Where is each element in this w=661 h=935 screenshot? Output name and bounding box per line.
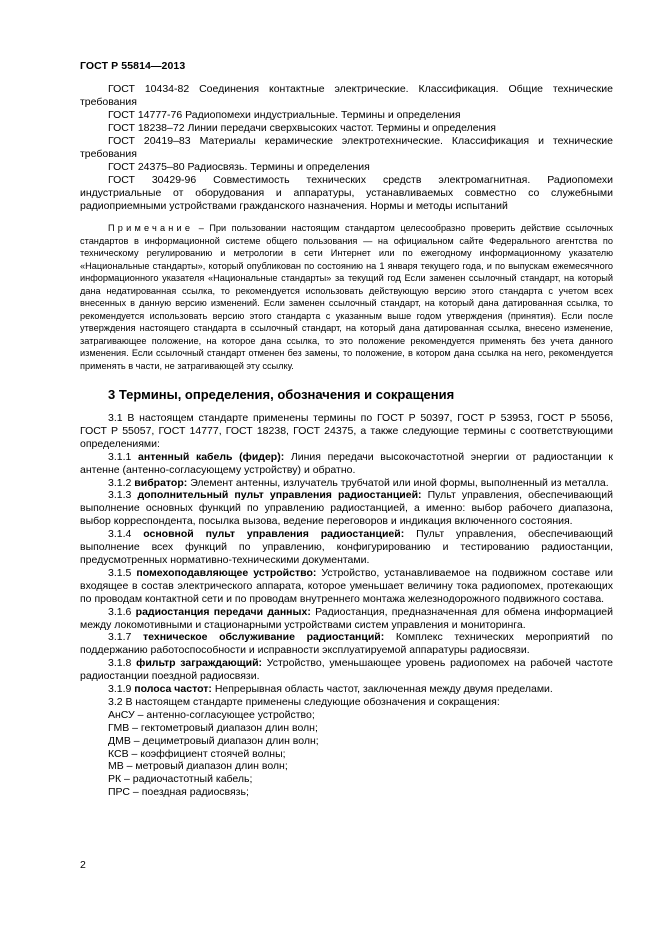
term-number: 3.1.6 [108,605,132,618]
term-definition: Элемент антенны, излучатель трубчатой или иной формы, выполненный из металла. [190,476,609,489]
abbreviation-item: ДМВ – дециметровый диапазон длин волн; [108,734,319,747]
abbreviations-intro: 3.2 В настоящем стандарте применены следующие обозначения и сокращения: [108,695,500,708]
terms-section [80,412,613,799]
page-number: 2 [80,859,86,871]
term-definition: Линия передачи высокочастотной энергии от радиостанции к антенне (антенно-согласующему устройству) и обратно. [80,450,613,476]
term-number: 3.1.4 [108,528,132,541]
reference-item: ГОСТ 30429-96 Совместимость технических средств электромагнитная. Радиопомехи индустриальные от оборудования и аппаратуры, устанавливаемых совместно со служебными радиоприемными устройствами гражданского назначения. Нормы и методы испытаний [80,174,613,212]
term-name: антенный кабель (фидер): [138,450,285,463]
abbreviation-item: АнСУ – антенно-согласующее устройство; [108,708,315,721]
term-entry [80,683,613,696]
term-number: 3.1.2 [108,476,132,489]
term-entry [80,477,613,490]
term-name: радиостанция передачи данных: [135,605,311,618]
term-name: техническое обслуживание радиостанций: [143,631,385,644]
abbreviation-item: ГМВ – гектометровый диапазон длин волн; [108,721,318,734]
term-name: дополнительный пульт управления радиостанцией: [137,489,422,502]
term-entry [80,489,613,528]
term-name: помехоподавляющее устройство: [136,566,317,579]
term-number: 3.1.8 [108,657,132,670]
term-name: вибратор: [134,476,188,489]
term-entry [80,528,613,567]
term-definition: Устройство, уменьшающее уровень радиопомех на рабочей частоте радиостанции поездной радиосвязи. [80,657,613,683]
reference-item: ГОСТ 10434-82 Соединения контактные электрические. Классификация. Общие технические требования [80,83,613,108]
note-label: Примечание [108,223,194,233]
term-number: 3.1.9 [108,683,132,696]
term-number: 3.1.1 [108,450,132,463]
reference-item: ГОСТ 24375–80 Радиосвязь. Термины и определения [108,161,370,173]
term-entry [80,567,613,606]
section-title: 3 Термины, определения, обозначения и сокращения [108,387,455,402]
abbreviation-item: МВ – метровый диапазон длин волн; [108,760,288,773]
reference-item: ГОСТ 14777-76 Радиопомехи индустриальные. Термины и определения [108,109,461,121]
terms-intro: 3.1 В настоящем стандарте применены термины по ГОСТ Р 50397, ГОСТ Р 53953, ГОСТ Р 55056, ГОСТ Р 55057, ГОСТ 14777, ГОСТ 18238, ГОСТ 24375, а также следующие термины с соответствующими определениями: [80,412,613,450]
term-name: фильтр заграждающий: [136,657,263,670]
abbreviation-item: ПРС – поездная радиосвязь; [108,786,249,799]
abbreviation-item: РК – радиочастотный кабель; [108,773,253,786]
page-body [80,83,613,799]
note-block [80,222,613,372]
term-definition: Пульт управления, обеспечивающий выполнение всех функций по управлению, конфигурированию и тестированию радиостанции, предусмотренных нормативно-техническими документами. [80,528,613,566]
term-name: основной пульт управления радиостанцией: [143,528,405,541]
term-definition: Устройство, устанавливаемое на подвижном составе или входящее в состав электрического аппарата, которое уменьшает величину тока радиопомех, протекающих по проводам контактной сети и по проводам внутреннего монтажа железнодорожного подвижного состава. [80,566,613,605]
term-number: 3.1.7 [108,631,132,644]
term-definition: Пульт управления, обеспечивающий выполнение основных функций по управлению радиостанцией, а именно: выбор рабочего диапазона, выбор корреспондента, посылка вызова, ведение переговоров и индикация включенного состояния. [80,489,613,528]
reference-item: ГОСТ 18238–72 Линии передачи сверхвысоких частот. Термины и определения [108,122,496,134]
term-definition: Радиостанция, предназначенная для обмена информацией между локомотивными и стационарными устройствами систем управления и мониторинга. [80,605,614,631]
term-number: 3.1.3 [108,489,132,502]
note-paragraph [80,222,613,372]
term-entry [80,606,613,632]
abbreviation-item: КСВ – коэффициент стоячей волны; [108,747,286,760]
term-name: полоса частот: [134,683,212,696]
standard-id-header: ГОСТ Р 55814—2013 [80,60,186,72]
term-definition: Комплекс технических мероприятий по поддержанию работоспособности и исправности эксплуатируемой аппаратуры радиосвязи. [80,631,614,657]
term-number: 3.1.5 [108,566,132,579]
note-text: – При пользовании настоящим стандартом целесообразно проверить действие ссылочных стандартов в информационной системе общего пользования — на официальном сайте Федерального агентства по техническому регулированию и метрологии в сети Интернет или по ежегодному информационному указателю «Национальные стандарты», который опубликован по состоянию на 1 января текущего года, и по выпускам ежемесячного информационного указателя «Национальные стандарты» за текущий год Если заменен ссылочный стандарт, на который дана недатированная ссылка, то рекомендуется использовать действующую версию этого стандарта с учетом всех внесенных в данную версию изменений. Если заменен ссылочный стандарт, на который дана датированная ссылка, то рекомендуется использовать версию этого стандарта с указанным выше годом утверждения (принятия). Если после утверждения настоящего стандарта в ссылочный стандарт, на который дана датированная ссылка, внесено изменение, затрагивающее положение, на которое дана ссылка, то это положение рекомендуется применять без учета данного изменения. Если ссылочный стандарт отменен без замены, то положение, в котором дана ссылка на него, рекомендуется применять в части, не затрагивающей эту ссылку. [80,223,613,371]
term-entry [80,451,613,477]
term-entry [80,631,613,657]
term-entry [80,657,613,683]
term-definition: Непрерывная область частот, заключенная между двумя пределами. [214,683,553,696]
reference-item: ГОСТ 20419–83 Материалы керамические электротехнические. Классификация и технические требования [80,135,613,160]
normative-references-list [80,83,613,213]
